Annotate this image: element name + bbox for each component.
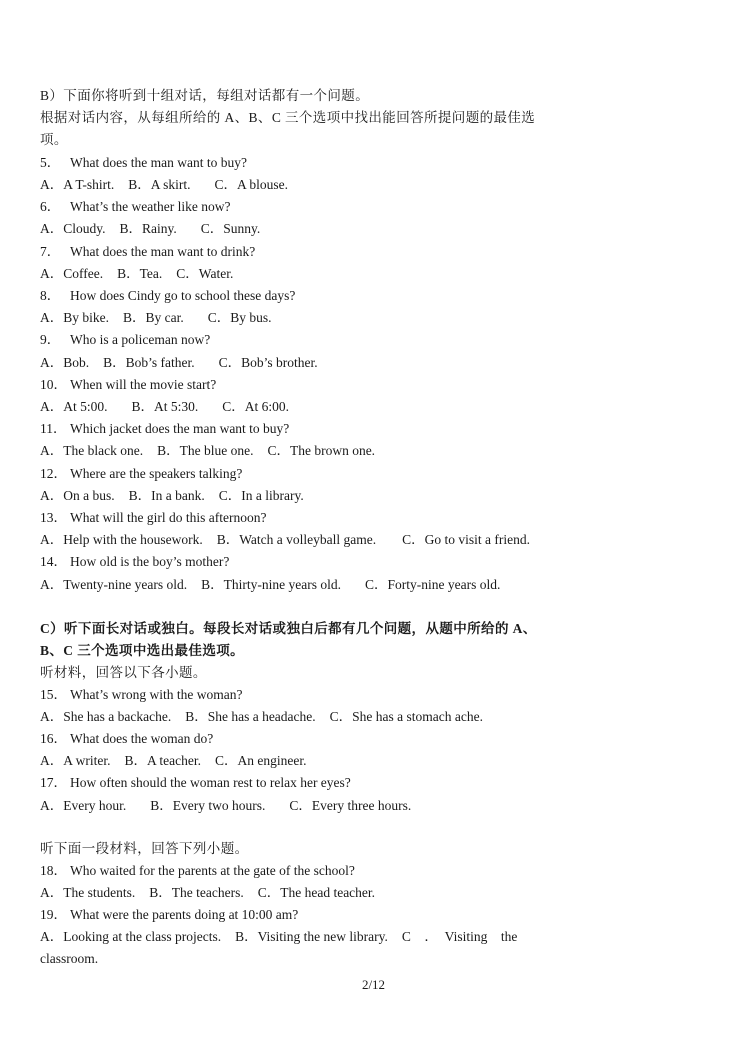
question-5 (40, 154, 711, 172)
question-number: 12． (40, 466, 67, 481)
options-17 (40, 797, 711, 815)
option-a: A．At 5:00. (40, 399, 108, 414)
option-b: B．At 5:30. (131, 399, 199, 414)
section-b-instruction-cont: 项。 (40, 132, 68, 147)
section-c-subheading-2: 听下面一段材料，回答下列小题。 (40, 841, 249, 856)
question-13 (40, 509, 711, 527)
option-a: A．By bike. (40, 310, 109, 325)
option-c: C．Every three hours. (289, 798, 412, 813)
question-number: 7． (40, 244, 61, 259)
section-c-subheading: 听材料，回答以下各小题。 (40, 665, 207, 680)
option-a: A．Bob. (40, 355, 90, 370)
question-text: What’s the weather like now? (70, 199, 231, 214)
options-9 (40, 354, 711, 372)
option-a: A．Help with the housework. (40, 532, 203, 547)
option-b: B．The blue one. (157, 443, 254, 458)
question-number: 19． (40, 907, 67, 922)
question-16 (40, 730, 711, 748)
options-19 (40, 928, 711, 946)
option-c: C．At 6:00. (222, 399, 290, 414)
options-18 (40, 884, 711, 902)
option-c: C．Water. (176, 266, 234, 281)
option-b: B．Every two hours. (150, 798, 266, 813)
options-5 (40, 176, 711, 194)
question-number: 6． (40, 199, 61, 214)
option-b: B．She has a headache. (185, 709, 316, 724)
section-b-instruction: 根据对话内容，从每组所给的 A、B、C 三个选项中找出能回答所提问题的最佳选 (40, 110, 536, 125)
options-16 (40, 752, 711, 770)
options-6 (40, 220, 711, 238)
question-18 (40, 862, 711, 880)
option-b: B．Bob’s father. (103, 355, 195, 370)
question-number: 8． (40, 288, 61, 303)
question-number: 16． (40, 731, 67, 746)
question-number: 13． (40, 510, 67, 525)
option-b: B．Watch a volleyball game. (216, 532, 377, 547)
question-text: What’s wrong with the woman? (70, 687, 243, 702)
option-b: B．Tea. (117, 266, 163, 281)
option-c: C．An engineer. (214, 753, 307, 768)
options-10 (40, 398, 711, 416)
option-c: C．Go to visit a friend. (402, 532, 530, 547)
section-c-heading: C）听下面长对话或独白。每段长对话或独白后都有几个问题，从题中所给的 A、 (40, 621, 537, 636)
question-8 (40, 287, 711, 305)
question-9 (40, 331, 711, 349)
option-a: A．The black one. (40, 443, 144, 458)
options-7 (40, 265, 711, 283)
question-10 (40, 376, 711, 394)
question-text: How often should the woman rest to relax her eyes? (70, 775, 351, 790)
option-c: C．By bus. (207, 310, 272, 325)
option-a: A．Twenty-nine years old. (40, 577, 188, 592)
option-c: C．The head teacher. (257, 885, 376, 900)
question-6 (40, 198, 711, 216)
question-text: When will the movie start? (70, 377, 217, 392)
question-text: What does the man want to buy? (70, 155, 247, 170)
option-b: B．The teachers. (149, 885, 244, 900)
options-13 (40, 531, 711, 549)
question-number: 10． (40, 377, 67, 392)
question-text: What were the parents doing at 10:00 am? (70, 907, 299, 922)
question-text: What does the woman do? (70, 731, 214, 746)
question-15 (40, 686, 711, 704)
option-c: C．The brown one. (267, 443, 376, 458)
options-11 (40, 442, 711, 460)
option-c: C ． Visiting the (401, 929, 518, 944)
question-number: 17． (40, 775, 67, 790)
question-17 (40, 774, 711, 792)
option-a: A．On a bus. (40, 488, 115, 503)
option-a: A．Looking at the class projects. (40, 929, 222, 944)
section-b-heading: B）下面你将听到十组对话，每组对话都有一个问题。 (40, 88, 370, 103)
option-b: B．Visiting the new library. (235, 929, 388, 944)
options-8 (40, 309, 711, 327)
option-a: A．Cloudy. (40, 221, 106, 236)
options-14 (40, 576, 711, 594)
option-a: A．A writer. (40, 753, 111, 768)
question-number: 9． (40, 332, 61, 347)
question-text: Who waited for the parents at the gate of the school? (70, 863, 355, 878)
question-text: What does the man want to drink? (70, 244, 256, 259)
options-19-cont: classroom. (40, 951, 99, 966)
question-number: 18． (40, 863, 67, 878)
options-12 (40, 487, 711, 505)
question-text: Who is a policeman now? (70, 332, 211, 347)
option-a: A．Every hour. (40, 798, 127, 813)
option-c: C．A blouse. (214, 177, 289, 192)
section-c-heading-cont: B、C 三个选项中选出最佳选项。 (40, 643, 245, 658)
question-text: What will the girl do this afternoon? (70, 510, 267, 525)
question-text: Where are the speakers talking? (70, 466, 243, 481)
option-c: C．Sunny. (200, 221, 261, 236)
question-number: 5． (40, 155, 61, 170)
option-b: B．Rainy. (119, 221, 177, 236)
question-7 (40, 243, 711, 261)
option-c: C．Bob’s brother. (218, 355, 318, 370)
question-number: 14． (40, 554, 67, 569)
option-c: C．Forty-nine years old. (365, 577, 501, 592)
question-number: 11． (40, 421, 67, 436)
option-a: A．A T-shirt. (40, 177, 115, 192)
option-a: A．The students. (40, 885, 136, 900)
question-11 (40, 420, 711, 438)
question-19 (40, 906, 711, 924)
option-b: B．In a bank. (128, 488, 205, 503)
question-text: How old is the boy’s mother? (70, 554, 230, 569)
page-number: 2/12 (361, 977, 386, 992)
option-c: C．She has a stomach ache. (329, 709, 483, 724)
option-a: A．She has a backache. (40, 709, 172, 724)
option-b: B．A teacher. (124, 753, 201, 768)
option-b: B．Thirty-nine years old. (201, 577, 342, 592)
option-c: C．In a library. (218, 488, 304, 503)
question-14 (40, 553, 711, 571)
question-12 (40, 465, 711, 483)
option-b: B．A skirt. (128, 177, 191, 192)
question-text: Which jacket does the man want to buy? (70, 421, 290, 436)
question-number: 15． (40, 687, 67, 702)
option-b: B．By car. (123, 310, 184, 325)
options-15 (40, 708, 711, 726)
option-a: A．Coffee. (40, 266, 104, 281)
question-text: How does Cindy go to school these days? (70, 288, 296, 303)
